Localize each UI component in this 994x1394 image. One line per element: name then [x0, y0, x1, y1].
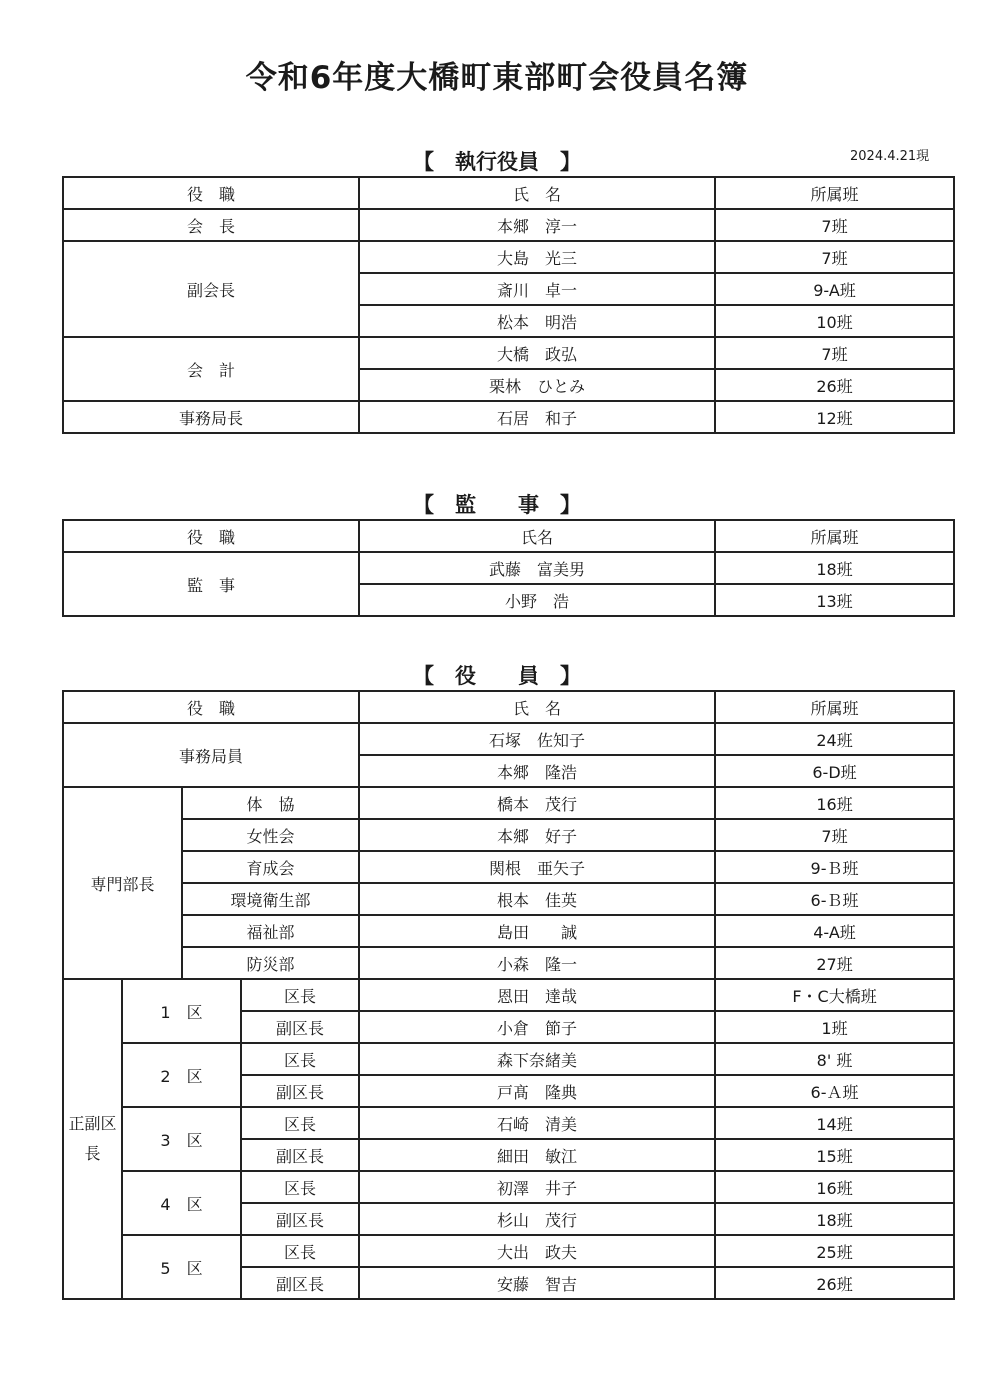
group-cell: 18班 [715, 1203, 954, 1235]
group-cell: 4-A班 [715, 915, 954, 947]
table-row [63, 337, 954, 369]
table-row [63, 851, 954, 883]
post-cell: 区長 [241, 1235, 359, 1267]
table-row [63, 209, 954, 241]
post-cell: 副区長 [241, 1267, 359, 1299]
role-cell: 副会長 [63, 241, 359, 337]
name-cell: 本郷 隆浩 [359, 755, 715, 787]
table-row [63, 915, 954, 947]
header-group: 所属班 [715, 691, 954, 723]
table-row [63, 1171, 954, 1203]
group-cell: 6-Ｂ班 [715, 883, 954, 915]
post-cell: 区長 [241, 979, 359, 1011]
group-cell: 6-D班 [715, 755, 954, 787]
group-cell: 9-Ｂ班 [715, 851, 954, 883]
group-cell: 26班 [715, 369, 954, 401]
group-cell: 7班 [715, 337, 954, 369]
name-cell: 杉山 茂行 [359, 1203, 715, 1235]
table-row [63, 401, 954, 433]
name-cell: 森下奈緒美 [359, 1043, 715, 1075]
table-row [63, 1043, 954, 1075]
group-cell: 8' 班 [715, 1043, 954, 1075]
group-cell: 9-A班 [715, 273, 954, 305]
group-cell: 15班 [715, 1139, 954, 1171]
name-cell: 細田 敏江 [359, 1139, 715, 1171]
executive-heading: 【 執行役員 】 [413, 150, 581, 174]
header-name: 氏 名 [359, 177, 715, 209]
name-cell: 大橋 政弘 [359, 337, 715, 369]
officers-heading: 【 役 員 】 [413, 664, 581, 688]
group-cell: 27班 [715, 947, 954, 979]
district-cell: 1 区 [122, 979, 241, 1043]
district-role-cell: 正副区長 [63, 979, 122, 1299]
table-row [63, 552, 954, 584]
role-cell: 会 長 [63, 209, 359, 241]
name-cell: 松本 明浩 [359, 305, 715, 337]
group-cell: 24班 [715, 723, 954, 755]
name-cell: 小野 浩 [359, 584, 715, 616]
post-cell: 区長 [241, 1171, 359, 1203]
group-cell: 18班 [715, 552, 954, 584]
dept-cell: 福祉部 [182, 915, 359, 947]
name-cell: 本郷 好子 [359, 819, 715, 851]
group-cell: 7班 [715, 209, 954, 241]
role-cell: 専門部長 [63, 787, 182, 979]
group-cell: 7班 [715, 241, 954, 273]
table-row [63, 947, 954, 979]
group-cell: F・C大橋班 [715, 979, 954, 1011]
table-row [63, 723, 954, 755]
table-row [63, 241, 954, 273]
name-cell: 根本 佳英 [359, 883, 715, 915]
table-row [63, 979, 954, 1011]
district-cell: 3 区 [122, 1107, 241, 1171]
name-cell: 小倉 節子 [359, 1011, 715, 1043]
district-cell: 4 区 [122, 1171, 241, 1235]
post-cell: 区長 [241, 1043, 359, 1075]
dept-cell: 体 協 [182, 787, 359, 819]
name-cell: 関根 亜矢子 [359, 851, 715, 883]
role-cell: 事務局員 [63, 723, 359, 787]
dept-cell: 女性会 [182, 819, 359, 851]
name-cell: 橋本 茂行 [359, 787, 715, 819]
district-cell: 2 区 [122, 1043, 241, 1107]
table-row [63, 1235, 954, 1267]
header-name: 氏名 [359, 520, 715, 552]
group-cell: 1班 [715, 1011, 954, 1043]
group-cell: 7班 [715, 819, 954, 851]
dept-cell: 防災部 [182, 947, 359, 979]
name-cell: 本郷 淳一 [359, 209, 715, 241]
header-name: 氏 名 [359, 691, 715, 723]
name-cell: 斎川 卓一 [359, 273, 715, 305]
name-cell: 石居 和子 [359, 401, 715, 433]
post-cell: 副区長 [241, 1203, 359, 1235]
group-cell: 25班 [715, 1235, 954, 1267]
group-cell: 10班 [715, 305, 954, 337]
table-header-row [63, 520, 954, 552]
name-cell: 恩田 達哉 [359, 979, 715, 1011]
group-cell: 6-Ａ班 [715, 1075, 954, 1107]
as-of-date: 2024.4.21現 [850, 149, 930, 164]
header-group: 所属班 [715, 177, 954, 209]
auditors-heading: 【 監 事 】 [413, 493, 581, 517]
page-title: 令和6年度大橋町東部町会役員名簿 [245, 60, 749, 96]
name-cell: 島田 誠 [359, 915, 715, 947]
group-cell: 14班 [715, 1107, 954, 1139]
dept-cell: 育成会 [182, 851, 359, 883]
header-group: 所属班 [715, 520, 954, 552]
table-row [63, 819, 954, 851]
role-cell: 会 計 [63, 337, 359, 401]
group-cell: 16班 [715, 787, 954, 819]
auditors-table [62, 519, 955, 617]
group-cell: 16班 [715, 1171, 954, 1203]
header-role: 役 職 [63, 520, 359, 552]
name-cell: 栗林 ひとみ [359, 369, 715, 401]
group-cell: 12班 [715, 401, 954, 433]
name-cell: 石崎 清美 [359, 1107, 715, 1139]
name-cell: 石塚 佐知子 [359, 723, 715, 755]
table-header-row [63, 691, 954, 723]
post-cell: 副区長 [241, 1075, 359, 1107]
role-cell: 事務局長 [63, 401, 359, 433]
table-row [63, 1107, 954, 1139]
group-cell: 26班 [715, 1267, 954, 1299]
executive-table [62, 176, 955, 434]
table-header-row [63, 177, 954, 209]
name-cell: 武藤 富美男 [359, 552, 715, 584]
header-role: 役 職 [63, 691, 359, 723]
name-cell: 安藤 智吉 [359, 1267, 715, 1299]
name-cell: 戸髙 隆典 [359, 1075, 715, 1107]
table-row [63, 883, 954, 915]
table-row [63, 787, 954, 819]
dept-cell: 環境衛生部 [182, 883, 359, 915]
officers-table [62, 690, 955, 1300]
post-cell: 副区長 [241, 1011, 359, 1043]
name-cell: 大出 政夫 [359, 1235, 715, 1267]
name-cell: 初澤 井子 [359, 1171, 715, 1203]
name-cell: 大島 光三 [359, 241, 715, 273]
role-cell: 監 事 [63, 552, 359, 616]
post-cell: 区長 [241, 1107, 359, 1139]
header-role: 役 職 [63, 177, 359, 209]
district-cell: 5 区 [122, 1235, 241, 1299]
group-cell: 13班 [715, 584, 954, 616]
post-cell: 副区長 [241, 1139, 359, 1171]
name-cell: 小森 隆一 [359, 947, 715, 979]
